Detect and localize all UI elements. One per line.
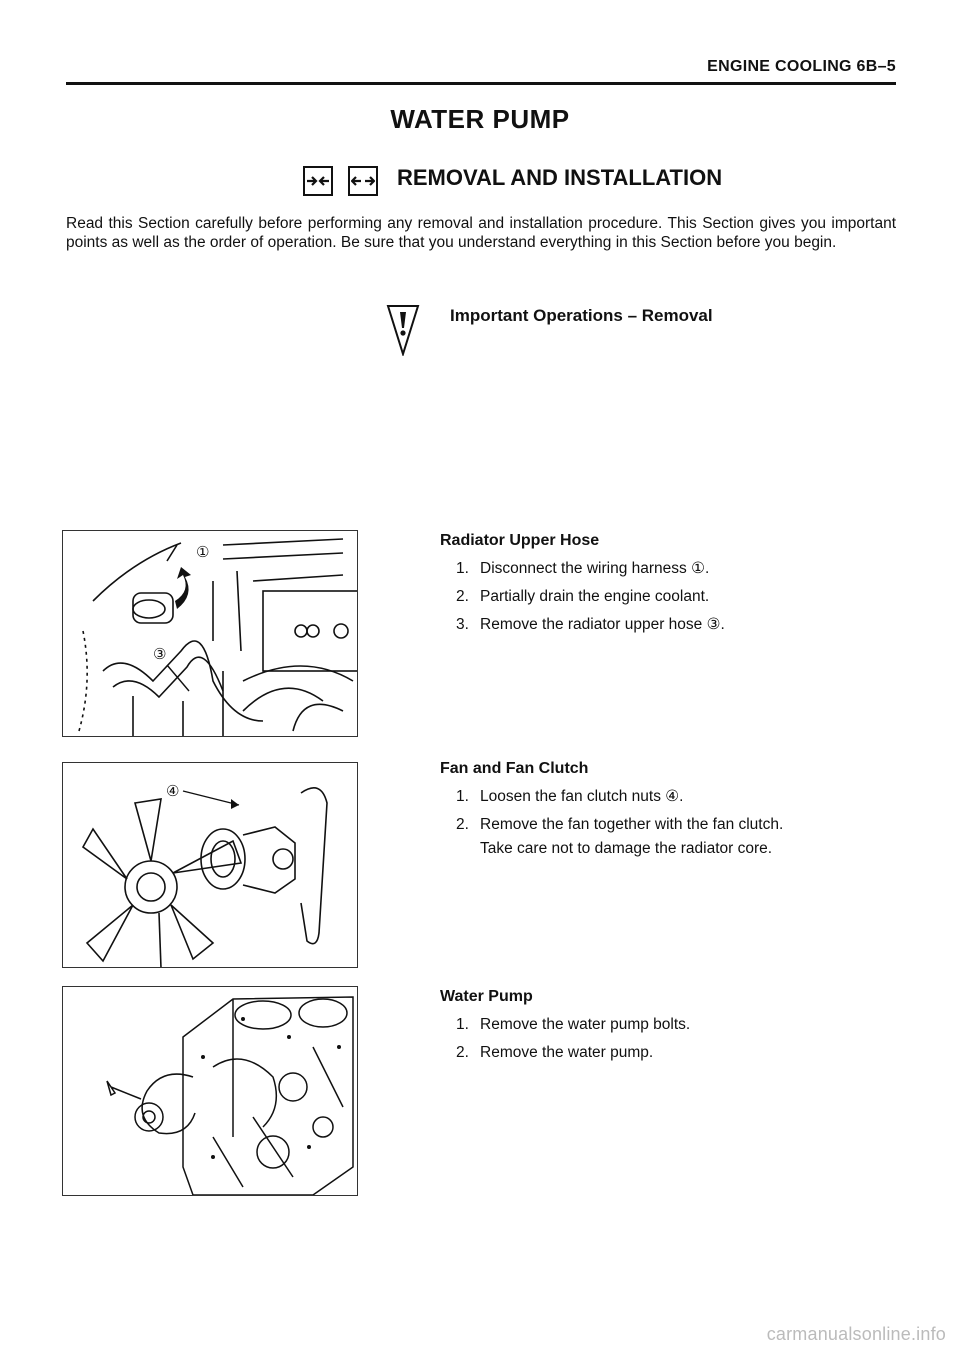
- running-header: ENGINE COOLING 6B–5: [707, 58, 896, 75]
- procedure-note: Take care not to damage the radiator core.: [480, 840, 773, 857]
- procedure-heading: Water Pump: [440, 988, 533, 1005]
- figure-radiator-upper-hose: [62, 530, 358, 737]
- figure-water-pump: [62, 986, 358, 1196]
- procedure-water-pump: [440, 988, 920, 1070]
- list-item: 1. Loosen the fan clutch nuts ④.: [456, 788, 684, 805]
- installation-icon: [348, 166, 378, 196]
- page-title: WATER PUMP: [390, 104, 570, 134]
- section-title: REMOVAL AND INSTALLATION: [397, 165, 723, 190]
- list-item: 3. Remove the radiator upper hose ③.: [456, 616, 725, 633]
- header-rule: [66, 82, 896, 85]
- list-item: 2. Remove the water pump.: [456, 1044, 654, 1061]
- removal-icon: [303, 166, 333, 196]
- procedure-radiator-upper-hose: [440, 532, 920, 642]
- figure-callout-1: ①: [196, 543, 210, 561]
- watermark: carmanualsonline.info: [766, 1324, 946, 1344]
- important-operations-heading: Important Operations – Removal: [450, 306, 713, 325]
- list-item: 2. Partially drain the engine coolant.: [456, 588, 710, 605]
- figure-callout-3: ③: [153, 645, 167, 663]
- procedure-heading: Fan and Fan Clutch: [440, 760, 589, 777]
- figure-fan-and-fan-clutch: [62, 762, 358, 968]
- procedure-heading: Radiator Upper Hose: [440, 532, 600, 549]
- list-item: 2. Remove the fan together with the fan clutch.: [456, 816, 784, 833]
- list-item: 1. Disconnect the wiring harness ①.: [456, 560, 710, 577]
- procedure-fan-and-fan-clutch: [440, 760, 920, 858]
- figure-callout-4: ④: [166, 782, 180, 800]
- list-item: 1. Remove the water pump bolts.: [456, 1016, 691, 1033]
- important-operations-icon: [386, 304, 420, 361]
- intro-paragraph: Read this Section carefully before performing any removal and installation procedure. This Section gives you important points as well as the order of operation. Be sure that you understand everything in this Section before you begin.: [66, 215, 896, 251]
